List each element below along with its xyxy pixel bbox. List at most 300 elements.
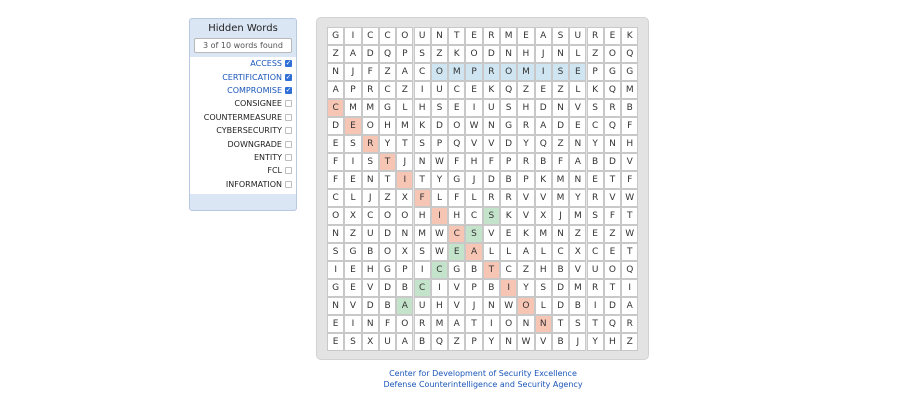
grid-cell[interactable]: T: [448, 27, 465, 45]
grid-cell[interactable]: E: [327, 135, 344, 153]
grid-cell[interactable]: Y: [483, 333, 500, 351]
grid-cell[interactable]: D: [552, 117, 569, 135]
grid-cell[interactable]: L: [569, 45, 586, 63]
grid-cell[interactable]: D: [552, 297, 569, 315]
grid-cell[interactable]: E: [465, 27, 482, 45]
grid-cell[interactable]: Q: [379, 45, 396, 63]
grid-cell[interactable]: M: [396, 117, 413, 135]
grid-cell[interactable]: A: [448, 315, 465, 333]
grid-cell[interactable]: J: [465, 171, 482, 189]
grid-cell[interactable]: J: [535, 45, 552, 63]
grid-cell[interactable]: O: [379, 243, 396, 261]
grid-cell[interactable]: Z: [379, 63, 396, 81]
grid-cell[interactable]: X: [396, 243, 413, 261]
grid-cell[interactable]: N: [500, 45, 517, 63]
grid-cell[interactable]: E: [535, 81, 552, 99]
grid-cell[interactable]: R: [587, 279, 604, 297]
grid-cell[interactable]: G: [327, 27, 344, 45]
grid-cell[interactable]: N: [396, 225, 413, 243]
grid-cell[interactable]: V: [569, 261, 586, 279]
grid-cell[interactable]: M: [517, 63, 534, 81]
grid-cell[interactable]: Q: [604, 315, 621, 333]
grid-cell[interactable]: T: [396, 135, 413, 153]
grid-cell[interactable]: B: [587, 153, 604, 171]
grid-cell[interactable]: Z: [552, 135, 569, 153]
grid-cell[interactable]: D: [604, 153, 621, 171]
grid-cell[interactable]: Z: [396, 81, 413, 99]
grid-cell[interactable]: I: [431, 279, 448, 297]
grid-cell[interactable]: Z: [517, 81, 534, 99]
grid-cell[interactable]: B: [362, 243, 379, 261]
grid-cell[interactable]: B: [552, 333, 569, 351]
grid-cell[interactable]: J: [396, 153, 413, 171]
grid-cell[interactable]: S: [344, 135, 361, 153]
grid-cell[interactable]: E: [327, 315, 344, 333]
grid-cell[interactable]: S: [552, 63, 569, 81]
grid-cell[interactable]: I: [344, 27, 361, 45]
grid-cell[interactable]: P: [344, 81, 361, 99]
grid-cell[interactable]: E: [448, 243, 465, 261]
grid-cell[interactable]: K: [500, 207, 517, 225]
grid-cell[interactable]: R: [362, 135, 379, 153]
grid-cell[interactable]: O: [604, 261, 621, 279]
grid-cell[interactable]: B: [621, 99, 638, 117]
grid-cell[interactable]: V: [483, 135, 500, 153]
grid-cell[interactable]: J: [465, 297, 482, 315]
grid-cell[interactable]: Z: [517, 261, 534, 279]
grid-cell[interactable]: F: [621, 171, 638, 189]
grid-cell[interactable]: C: [465, 207, 482, 225]
grid-cell[interactable]: G: [621, 63, 638, 81]
grid-cell[interactable]: Q: [604, 81, 621, 99]
grid-cell[interactable]: X: [362, 333, 379, 351]
grid-cell[interactable]: E: [587, 171, 604, 189]
grid-cell[interactable]: D: [552, 279, 569, 297]
grid-cell[interactable]: H: [362, 261, 379, 279]
grid-cell[interactable]: N: [552, 99, 569, 117]
grid-cell[interactable]: S: [535, 279, 552, 297]
grid-cell[interactable]: E: [344, 261, 361, 279]
grid-cell[interactable]: Z: [431, 45, 448, 63]
grid-cell[interactable]: N: [327, 225, 344, 243]
grid-cell[interactable]: S: [431, 99, 448, 117]
grid-cell[interactable]: C: [414, 63, 431, 81]
letter-grid[interactable]: [327, 27, 638, 351]
grid-cell[interactable]: V: [483, 225, 500, 243]
grid-cell[interactable]: L: [344, 189, 361, 207]
grid-cell[interactable]: Q: [535, 135, 552, 153]
grid-cell[interactable]: H: [414, 99, 431, 117]
grid-cell[interactable]: G: [379, 99, 396, 117]
grid-cell[interactable]: C: [414, 279, 431, 297]
grid-cell[interactable]: S: [483, 207, 500, 225]
grid-cell[interactable]: B: [569, 297, 586, 315]
grid-cell[interactable]: F: [414, 189, 431, 207]
grid-cell[interactable]: H: [414, 207, 431, 225]
grid-cell[interactable]: T: [552, 315, 569, 333]
grid-cell[interactable]: R: [621, 315, 638, 333]
grid-cell[interactable]: M: [621, 81, 638, 99]
footer-line-1[interactable]: Center for Development of Security Excellence: [389, 369, 577, 378]
grid-cell[interactable]: C: [431, 261, 448, 279]
grid-cell[interactable]: Q: [604, 117, 621, 135]
grid-cell[interactable]: E: [344, 171, 361, 189]
grid-cell[interactable]: F: [379, 315, 396, 333]
grid-cell[interactable]: Z: [327, 45, 344, 63]
grid-cell[interactable]: C: [587, 243, 604, 261]
grid-cell[interactable]: L: [465, 189, 482, 207]
grid-cell[interactable]: A: [396, 63, 413, 81]
grid-cell[interactable]: S: [569, 315, 586, 333]
grid-cell[interactable]: L: [569, 81, 586, 99]
grid-cell[interactable]: D: [362, 297, 379, 315]
grid-cell[interactable]: D: [327, 117, 344, 135]
grid-cell[interactable]: K: [483, 81, 500, 99]
grid-cell[interactable]: C: [379, 81, 396, 99]
grid-cell[interactable]: M: [362, 99, 379, 117]
grid-cell[interactable]: I: [327, 261, 344, 279]
grid-cell[interactable]: M: [448, 63, 465, 81]
grid-cell[interactable]: O: [500, 63, 517, 81]
grid-cell[interactable]: R: [483, 63, 500, 81]
grid-cell[interactable]: F: [552, 153, 569, 171]
grid-cell[interactable]: D: [379, 225, 396, 243]
grid-cell[interactable]: D: [535, 99, 552, 117]
grid-cell[interactable]: O: [517, 297, 534, 315]
grid-cell[interactable]: N: [414, 153, 431, 171]
grid-cell[interactable]: H: [535, 261, 552, 279]
grid-cell[interactable]: L: [500, 243, 517, 261]
grid-cell[interactable]: O: [396, 315, 413, 333]
grid-cell[interactable]: Y: [517, 135, 534, 153]
grid-cell[interactable]: C: [552, 243, 569, 261]
grid-cell[interactable]: E: [448, 99, 465, 117]
grid-cell[interactable]: O: [465, 45, 482, 63]
grid-cell[interactable]: I: [465, 99, 482, 117]
grid-cell[interactable]: U: [431, 81, 448, 99]
grid-cell[interactable]: T: [604, 171, 621, 189]
grid-cell[interactable]: E: [517, 27, 534, 45]
grid-cell[interactable]: R: [587, 27, 604, 45]
grid-cell[interactable]: A: [465, 243, 482, 261]
grid-cell[interactable]: J: [569, 333, 586, 351]
grid-cell[interactable]: R: [483, 189, 500, 207]
grid-cell[interactable]: Q: [621, 45, 638, 63]
grid-cell[interactable]: H: [604, 333, 621, 351]
grid-cell[interactable]: L: [396, 99, 413, 117]
grid-cell[interactable]: X: [535, 207, 552, 225]
grid-cell[interactable]: T: [621, 207, 638, 225]
grid-cell[interactable]: A: [535, 27, 552, 45]
grid-cell[interactable]: W: [431, 153, 448, 171]
grid-cell[interactable]: P: [587, 63, 604, 81]
grid-cell[interactable]: S: [344, 333, 361, 351]
grid-cell[interactable]: W: [431, 225, 448, 243]
grid-cell[interactable]: T: [465, 315, 482, 333]
grid-cell[interactable]: I: [431, 207, 448, 225]
grid-cell[interactable]: E: [587, 225, 604, 243]
grid-cell[interactable]: Y: [431, 171, 448, 189]
grid-cell[interactable]: Y: [379, 135, 396, 153]
grid-cell[interactable]: F: [327, 153, 344, 171]
grid-cell[interactable]: Y: [587, 135, 604, 153]
grid-cell[interactable]: E: [327, 333, 344, 351]
grid-cell[interactable]: W: [621, 225, 638, 243]
grid-cell[interactable]: D: [500, 135, 517, 153]
grid-cell[interactable]: N: [327, 63, 344, 81]
grid-cell[interactable]: B: [483, 279, 500, 297]
grid-cell[interactable]: W: [517, 333, 534, 351]
grid-cell[interactable]: H: [448, 207, 465, 225]
grid-cell[interactable]: F: [604, 207, 621, 225]
grid-cell[interactable]: Y: [587, 333, 604, 351]
grid-cell[interactable]: B: [379, 297, 396, 315]
grid-cell[interactable]: L: [535, 243, 552, 261]
grid-cell[interactable]: K: [621, 27, 638, 45]
grid-cell[interactable]: W: [500, 297, 517, 315]
grid-cell[interactable]: Z: [621, 333, 638, 351]
grid-cell[interactable]: M: [414, 225, 431, 243]
grid-cell[interactable]: A: [569, 153, 586, 171]
grid-cell[interactable]: R: [517, 117, 534, 135]
grid-cell[interactable]: B: [500, 171, 517, 189]
grid-cell[interactable]: O: [500, 315, 517, 333]
grid-cell[interactable]: S: [465, 225, 482, 243]
grid-cell[interactable]: E: [569, 63, 586, 81]
grid-cell[interactable]: T: [621, 243, 638, 261]
grid-cell[interactable]: E: [569, 117, 586, 135]
grid-cell[interactable]: R: [414, 315, 431, 333]
grid-cell[interactable]: F: [621, 117, 638, 135]
grid-cell[interactable]: A: [396, 297, 413, 315]
grid-cell[interactable]: G: [448, 261, 465, 279]
grid-cell[interactable]: M: [569, 279, 586, 297]
grid-cell[interactable]: U: [414, 297, 431, 315]
grid-cell[interactable]: P: [500, 153, 517, 171]
grid-cell[interactable]: Z: [552, 81, 569, 99]
grid-cell[interactable]: R: [587, 189, 604, 207]
grid-cell[interactable]: H: [517, 99, 534, 117]
grid-cell[interactable]: N: [362, 315, 379, 333]
grid-cell[interactable]: O: [431, 63, 448, 81]
grid-cell[interactable]: M: [344, 99, 361, 117]
grid-cell[interactable]: I: [344, 315, 361, 333]
grid-cell[interactable]: O: [396, 27, 413, 45]
grid-cell[interactable]: O: [396, 207, 413, 225]
grid-cell[interactable]: S: [500, 99, 517, 117]
grid-cell[interactable]: D: [362, 45, 379, 63]
grid-cell[interactable]: U: [483, 99, 500, 117]
grid-cell[interactable]: R: [483, 27, 500, 45]
grid-cell[interactable]: M: [535, 225, 552, 243]
grid-cell[interactable]: F: [327, 171, 344, 189]
grid-cell[interactable]: K: [517, 225, 534, 243]
grid-cell[interactable]: J: [552, 207, 569, 225]
grid-cell[interactable]: N: [535, 315, 552, 333]
grid-cell[interactable]: V: [344, 297, 361, 315]
grid-cell[interactable]: B: [535, 153, 552, 171]
grid-cell[interactable]: E: [500, 225, 517, 243]
grid-cell[interactable]: A: [621, 297, 638, 315]
grid-cell[interactable]: Z: [604, 225, 621, 243]
grid-cell[interactable]: N: [569, 171, 586, 189]
grid-cell[interactable]: G: [344, 243, 361, 261]
grid-cell[interactable]: S: [552, 27, 569, 45]
grid-cell[interactable]: K: [414, 117, 431, 135]
grid-cell[interactable]: R: [517, 153, 534, 171]
grid-cell[interactable]: D: [483, 45, 500, 63]
grid-cell[interactable]: V: [448, 279, 465, 297]
grid-cell[interactable]: V: [535, 189, 552, 207]
grid-cell[interactable]: W: [431, 243, 448, 261]
grid-cell[interactable]: L: [483, 243, 500, 261]
grid-cell[interactable]: V: [535, 333, 552, 351]
grid-cell[interactable]: P: [465, 333, 482, 351]
grid-cell[interactable]: Z: [569, 225, 586, 243]
grid-cell[interactable]: U: [379, 333, 396, 351]
grid-cell[interactable]: E: [465, 81, 482, 99]
grid-cell[interactable]: V: [448, 297, 465, 315]
grid-cell[interactable]: K: [535, 171, 552, 189]
grid-cell[interactable]: T: [587, 315, 604, 333]
grid-cell[interactable]: P: [396, 45, 413, 63]
grid-cell[interactable]: T: [379, 171, 396, 189]
grid-cell[interactable]: I: [344, 153, 361, 171]
grid-cell[interactable]: H: [431, 297, 448, 315]
grid-cell[interactable]: W: [621, 189, 638, 207]
grid-cell[interactable]: T: [483, 261, 500, 279]
grid-cell[interactable]: G: [604, 63, 621, 81]
grid-cell[interactable]: I: [535, 63, 552, 81]
grid-cell[interactable]: N: [362, 171, 379, 189]
grid-cell[interactable]: N: [500, 333, 517, 351]
grid-cell[interactable]: I: [414, 261, 431, 279]
grid-cell[interactable]: E: [604, 243, 621, 261]
grid-cell[interactable]: V: [517, 207, 534, 225]
grid-cell[interactable]: K: [587, 81, 604, 99]
grid-cell[interactable]: V: [621, 153, 638, 171]
grid-cell[interactable]: R: [604, 99, 621, 117]
grid-cell[interactable]: Q: [621, 261, 638, 279]
grid-cell[interactable]: L: [431, 189, 448, 207]
grid-cell[interactable]: E: [344, 279, 361, 297]
grid-cell[interactable]: O: [604, 45, 621, 63]
grid-cell[interactable]: S: [362, 153, 379, 171]
grid-cell[interactable]: N: [552, 225, 569, 243]
grid-cell[interactable]: M: [552, 171, 569, 189]
grid-cell[interactable]: Z: [379, 189, 396, 207]
grid-cell[interactable]: P: [465, 279, 482, 297]
grid-cell[interactable]: O: [327, 207, 344, 225]
grid-cell[interactable]: C: [448, 225, 465, 243]
grid-cell[interactable]: B: [552, 261, 569, 279]
grid-cell[interactable]: V: [465, 135, 482, 153]
grid-cell[interactable]: F: [483, 153, 500, 171]
grid-cell[interactable]: M: [552, 189, 569, 207]
grid-cell[interactable]: P: [465, 63, 482, 81]
grid-cell[interactable]: C: [362, 27, 379, 45]
grid-cell[interactable]: A: [396, 333, 413, 351]
footer-line-2[interactable]: Defense Counterintelligence and Security Agency: [383, 380, 583, 389]
grid-cell[interactable]: Z: [344, 225, 361, 243]
grid-cell[interactable]: Z: [448, 333, 465, 351]
grid-cell[interactable]: A: [517, 243, 534, 261]
grid-cell[interactable]: I: [483, 315, 500, 333]
grid-cell[interactable]: I: [396, 171, 413, 189]
grid-cell[interactable]: N: [517, 315, 534, 333]
grid-cell[interactable]: B: [414, 333, 431, 351]
grid-cell[interactable]: C: [362, 207, 379, 225]
grid-cell[interactable]: P: [431, 135, 448, 153]
grid-cell[interactable]: U: [587, 261, 604, 279]
grid-cell[interactable]: D: [431, 117, 448, 135]
grid-cell[interactable]: N: [483, 117, 500, 135]
grid-cell[interactable]: S: [414, 45, 431, 63]
grid-cell[interactable]: H: [465, 153, 482, 171]
grid-cell[interactable]: N: [604, 135, 621, 153]
grid-cell[interactable]: R: [500, 189, 517, 207]
grid-cell[interactable]: J: [362, 189, 379, 207]
grid-cell[interactable]: U: [569, 27, 586, 45]
grid-cell[interactable]: E: [344, 117, 361, 135]
grid-cell[interactable]: L: [535, 297, 552, 315]
grid-cell[interactable]: P: [396, 261, 413, 279]
grid-cell[interactable]: H: [621, 135, 638, 153]
grid-cell[interactable]: N: [327, 297, 344, 315]
grid-cell[interactable]: Q: [500, 81, 517, 99]
grid-cell[interactable]: M: [500, 27, 517, 45]
grid-cell[interactable]: O: [379, 207, 396, 225]
grid-cell[interactable]: J: [344, 63, 361, 81]
grid-cell[interactable]: N: [483, 297, 500, 315]
grid-cell[interactable]: K: [448, 45, 465, 63]
grid-cell[interactable]: P: [517, 171, 534, 189]
grid-cell[interactable]: C: [500, 261, 517, 279]
grid-cell[interactable]: X: [569, 243, 586, 261]
grid-cell[interactable]: S: [327, 243, 344, 261]
grid-cell[interactable]: Z: [587, 45, 604, 63]
grid-cell[interactable]: Y: [569, 189, 586, 207]
grid-cell[interactable]: A: [535, 117, 552, 135]
grid-cell[interactable]: M: [569, 207, 586, 225]
grid-cell[interactable]: A: [344, 45, 361, 63]
grid-cell[interactable]: B: [396, 279, 413, 297]
grid-cell[interactable]: V: [604, 189, 621, 207]
grid-cell[interactable]: A: [327, 81, 344, 99]
grid-cell[interactable]: S: [587, 99, 604, 117]
grid-cell[interactable]: G: [500, 117, 517, 135]
grid-cell[interactable]: V: [517, 189, 534, 207]
grid-cell[interactable]: X: [344, 207, 361, 225]
grid-cell[interactable]: C: [327, 99, 344, 117]
grid-cell[interactable]: C: [448, 81, 465, 99]
grid-cell[interactable]: O: [362, 117, 379, 135]
grid-cell[interactable]: C: [587, 117, 604, 135]
grid-cell[interactable]: H: [517, 45, 534, 63]
grid-cell[interactable]: U: [414, 27, 431, 45]
grid-cell[interactable]: N: [569, 135, 586, 153]
grid-cell[interactable]: C: [327, 189, 344, 207]
grid-cell[interactable]: X: [396, 189, 413, 207]
grid-cell[interactable]: E: [604, 27, 621, 45]
grid-cell[interactable]: I: [414, 81, 431, 99]
grid-cell[interactable]: G: [327, 279, 344, 297]
grid-cell[interactable]: N: [431, 27, 448, 45]
grid-cell[interactable]: S: [414, 135, 431, 153]
grid-cell[interactable]: T: [604, 279, 621, 297]
grid-cell[interactable]: M: [431, 315, 448, 333]
grid-cell[interactable]: S: [414, 243, 431, 261]
